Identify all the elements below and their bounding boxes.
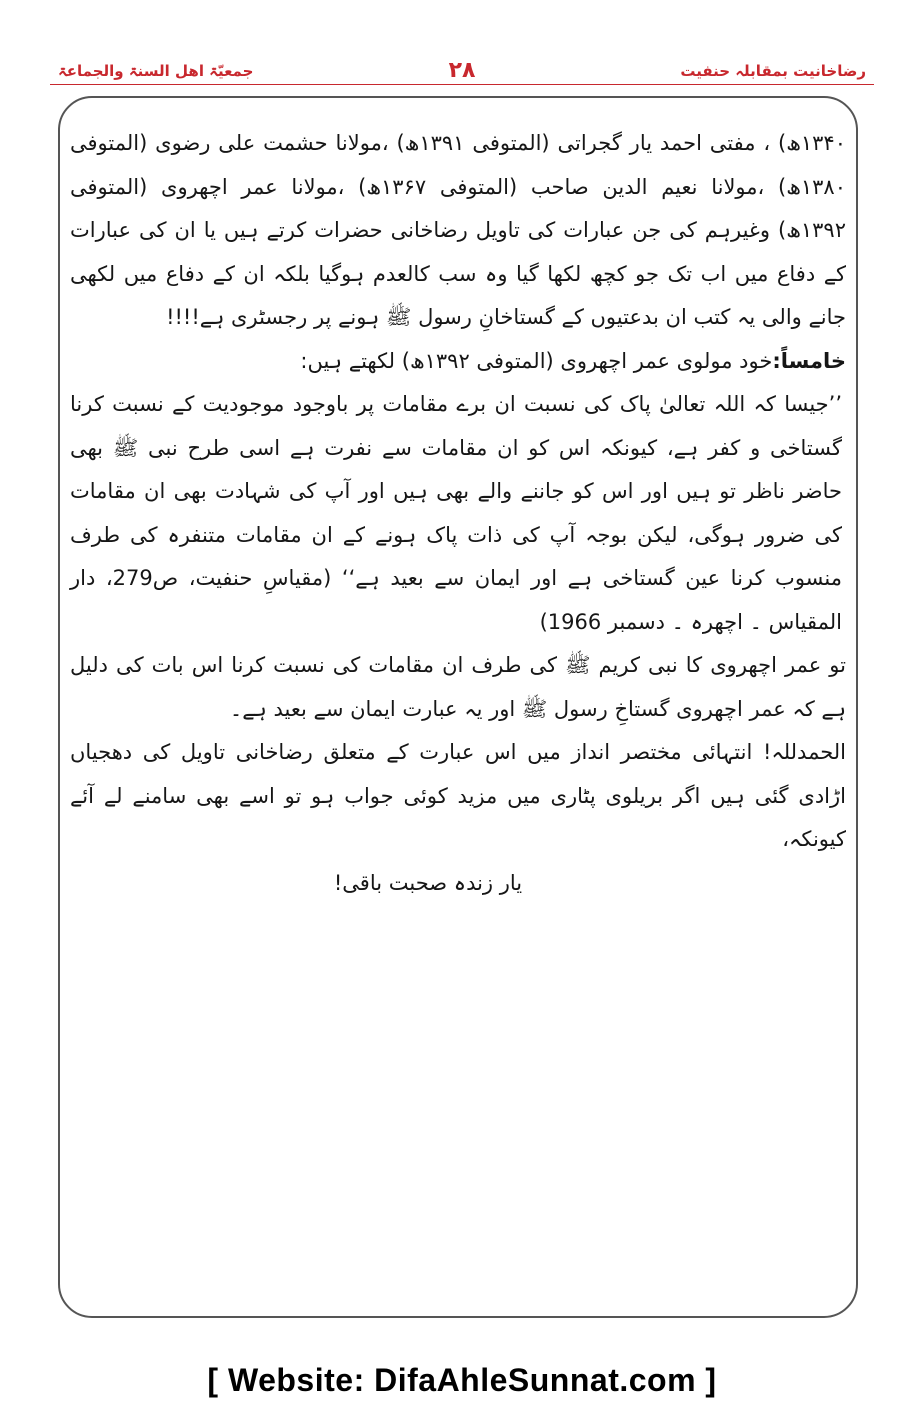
body-paragraph: ۱۳۴۰ھ) ، مفتی احمد یار گجراتی (المتوفی ۱۳۹۱ھ) ،مولانا حشمت علی رضوی (المتوفی ۱۳۸۰ھ) ،مولانا نعیم الدین صاحب (المتوفی ۱۳۶۷ھ) ،مولانا عمر اچھروی (المتوفی ۱۳۹۲ھ) وغیرہم کی جن عبارات کی تاویل رضاخانی حضرات کرتے ہیں یا ان کی عبارات کے دفاع میں اب تک جو کچھ لکھا گیا وہ سب کالعدم ہوگیا بلکہ ان کے دفاع میں لکھی جانے والی یہ کتب ان بدعتیوں کے گستاخانِ رسول ﷺ ہونے پر رجسٹری ہے!!!! — [70, 131, 846, 329]
section-label: خامساً: — [772, 348, 846, 373]
page-body — [70, 122, 846, 905]
publisher-name: جمعیّۃ اھل السنۃ والجماعۃ — [58, 62, 254, 80]
page-header — [0, 0, 924, 90]
header-divider — [50, 84, 874, 85]
website-footer: [ Website: DifaAhleSunnat.com ] — [207, 1362, 717, 1398]
quoted-passage: ’’جیسا کہ اللہ تعالیٰ پاک کی نسبت ان برے مقامات پر باوجود موجودیت کے نسبت کرنا گستاخی و کفر ہے، کیونکہ اس کو ان مقامات سے نفرت ہے اسی طرح نبی ﷺ بھی حاضر ناظر تو ہیں اور اس کو جاننے والے بھی ہیں اور آپ کی شہادت بھی ان مقامات کی ضرور ہوگی، لیکن بوجہ آپ کی ذات پاک ہونے کے ان مقامات متنفرہ کی طرف منسوب کرنا عین گستاخی ہے اور ایمان سے بعید ہے‘‘ (مقیاسِ حنفیت، ص279، دار المقیاس ۔ اچھرہ ۔ دسمبر 1966) — [70, 392, 842, 634]
body-paragraph: الحمدللہ! انتہائی مختصر انداز میں اس عبارت کے متعلق رضاخانی تاویل کی دھجیاں اڑادی گئی ہیں اگر بریلوی پٹاری میں مزید کوئی جواب ہو تو اسے بھی سامنے لے آئے کیونکہ، — [70, 740, 846, 851]
signoff-line: یار زندہ صحبت باقی! — [333, 870, 523, 895]
section-intro: خود مولوی عمر اچھروی (المتوفی ۱۳۹۲ھ) لکھتے ہیں: — [300, 348, 773, 373]
body-paragraph: تو عمر اچھروی کا نبی کریم ﷺ کی طرف ان مقامات کی نسبت کرنا اس بات کی دلیل ہے کہ عمر اچھروی گستاخِ رسول ﷺ اور یہ عبارت ایمان سے بعید ہے۔ — [70, 653, 846, 721]
khamisan-paragraph — [70, 340, 846, 384]
book-title: رضاخانیت بمقابلہ حنفیت — [680, 62, 866, 80]
page-number: ۲۸ — [448, 58, 476, 83]
